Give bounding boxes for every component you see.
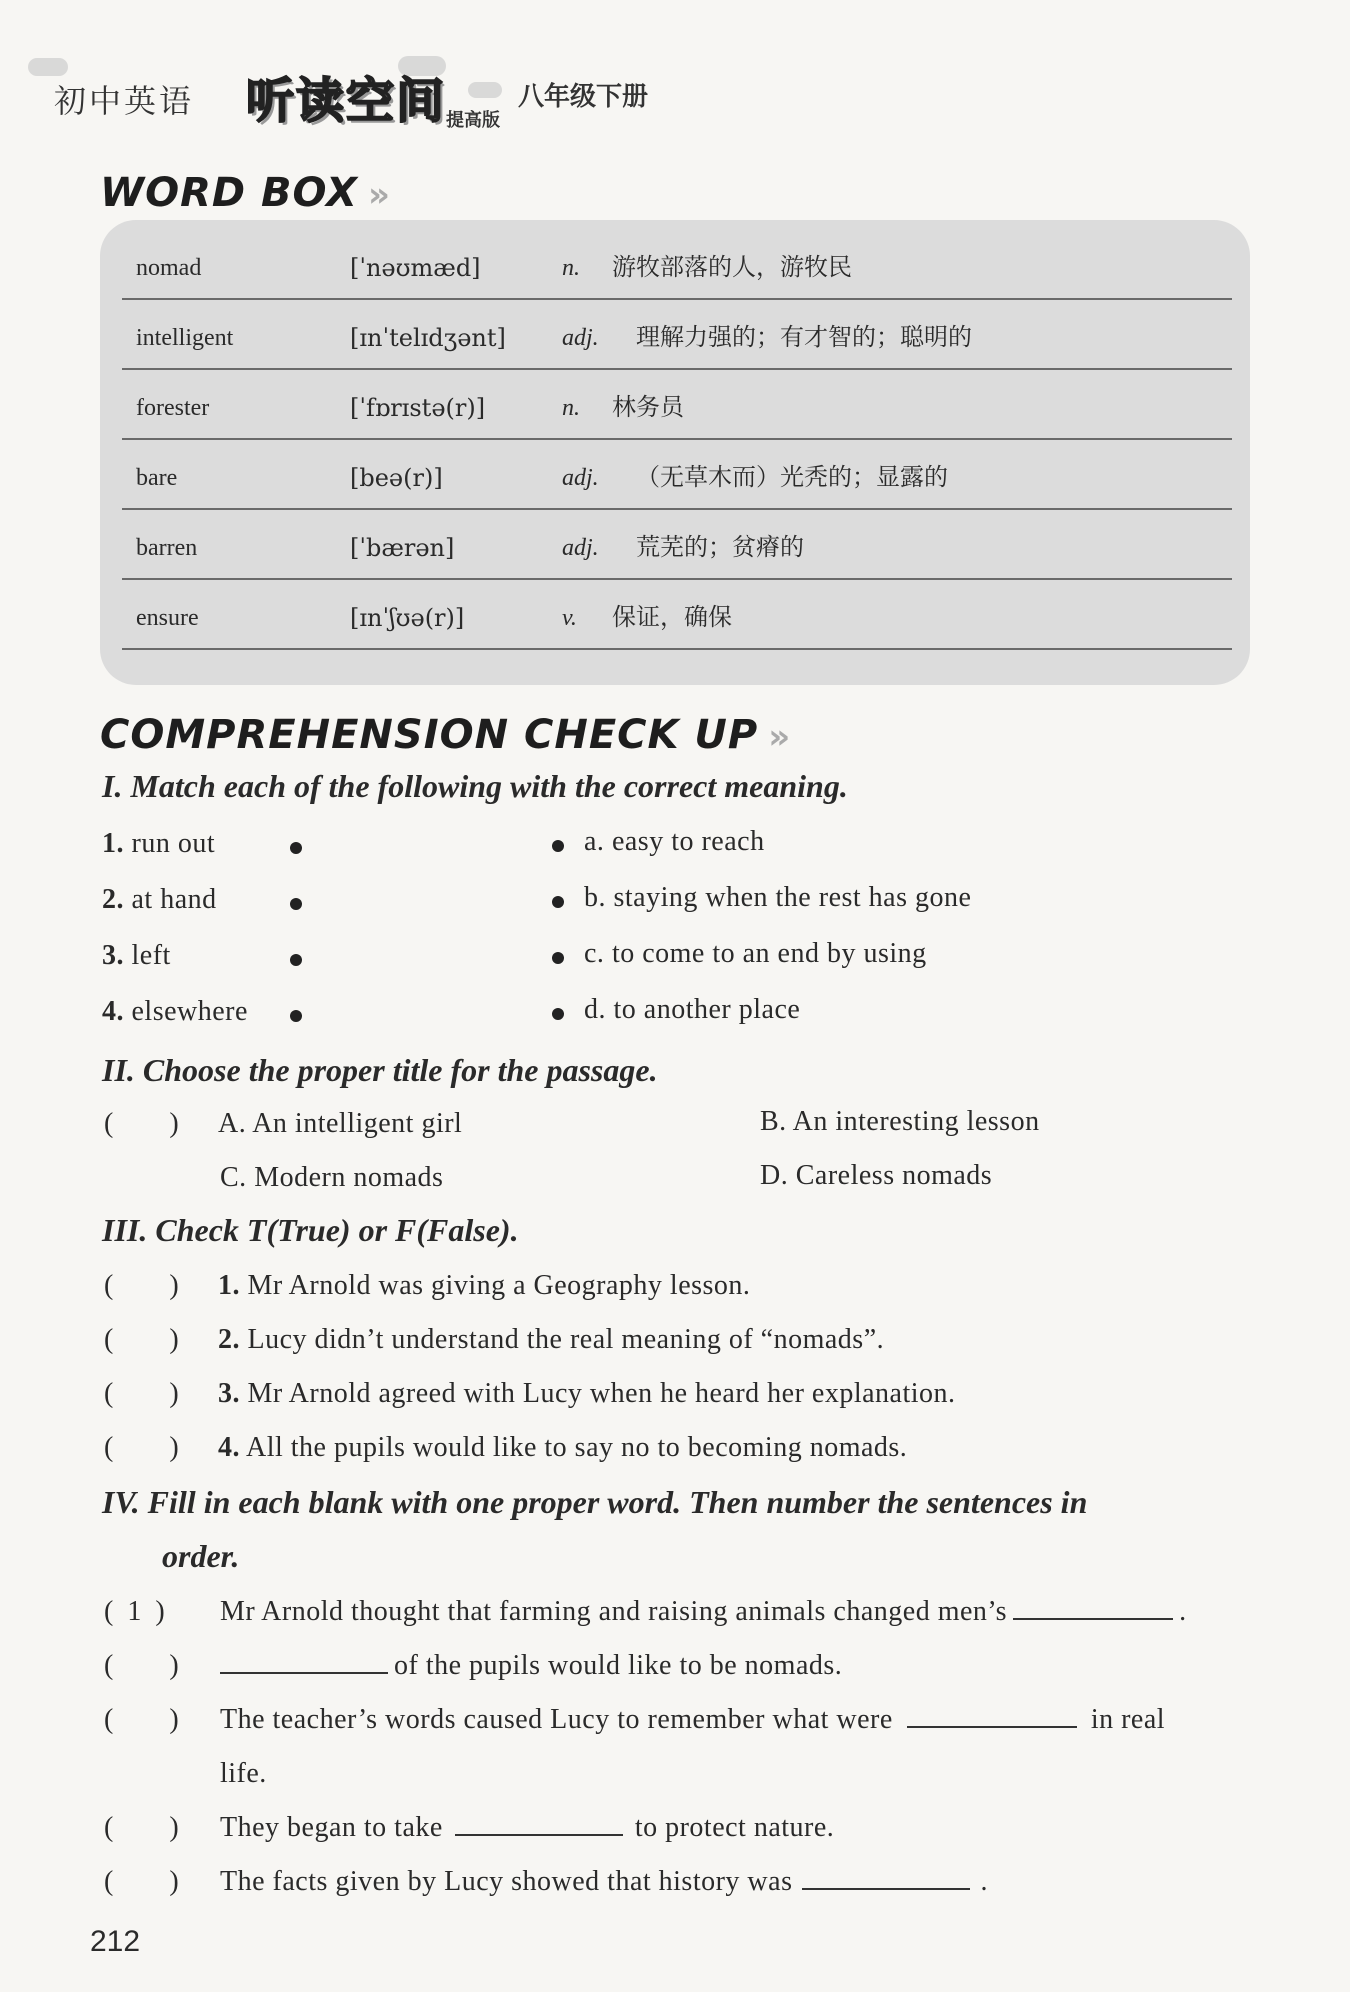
word-box (100, 220, 1250, 685)
word: ensure (136, 605, 199, 631)
match-dot-right[interactable] (552, 1008, 564, 1020)
phonetic: [ˈbærən] (350, 534, 455, 562)
phonetic: [ˈfɒrɪstə(r)] (350, 394, 486, 422)
answer-blank[interactable]: ( ) (104, 1432, 179, 1463)
double-chevron-icon: » (768, 717, 792, 757)
definition: 理解力强的；有才智的；聪明的 (636, 323, 972, 351)
double-chevron-icon: » (367, 175, 391, 215)
fill-blank[interactable] (1013, 1596, 1173, 1620)
series-title: 初中英语 (54, 82, 195, 120)
part1-instruction: I. Match each of the following with the correct meaning. (102, 768, 848, 804)
part2-instruction: II. Choose the proper title for the passage. (102, 1052, 658, 1088)
word-entry (122, 510, 1232, 580)
order-number-blank[interactable]: ( ) (104, 1812, 179, 1843)
match-dot-right[interactable] (552, 840, 564, 852)
cloud-decoration (468, 82, 502, 98)
word-entry (122, 440, 1232, 510)
word-entry (122, 300, 1232, 370)
order-number-blank[interactable]: ( ) (104, 1704, 179, 1735)
part4-instruction-cont: order. (162, 1538, 240, 1574)
word: bare (136, 465, 178, 491)
answer-blank[interactable]: ( ) (104, 1270, 179, 1301)
match-dot-right[interactable] (552, 952, 564, 964)
option-b: B. An interesting lesson (760, 1106, 1040, 1137)
option-c: C. Modern nomads (220, 1162, 444, 1193)
fill-sentence: The facts given by Lucy showed that history was . (220, 1866, 988, 1897)
fill-sentence: They began to take to protect nature. (220, 1812, 835, 1843)
part4-instruction: IV. Fill in each blank with one proper word. Then number the sentences in (102, 1484, 1088, 1520)
order-number-blank[interactable]: ( ) (104, 1866, 179, 1897)
part-of-speech: adj. (562, 535, 599, 561)
match-dot-left[interactable] (290, 898, 302, 910)
fill-sentence: The teacher’s words caused Lucy to remember what were in real (220, 1704, 1166, 1735)
fill-sentence: of the pupils would like to be nomads. (220, 1650, 842, 1682)
match-right-item: c. to come to an end by using (584, 938, 927, 969)
word: barren (136, 535, 198, 561)
definition: 游牧部落的人，游牧民 (612, 253, 852, 281)
option-d: D. Careless nomads (760, 1160, 993, 1191)
definition: （无草木而）光秃的；显露的 (636, 463, 948, 491)
definition: 保证，确保 (612, 603, 732, 631)
phonetic: [ɪnˈʃʊə(r)] (350, 604, 465, 632)
fill-blank[interactable] (802, 1866, 970, 1890)
edition-label: 提高版 (446, 110, 500, 131)
fill-sentence-cont: life. (220, 1758, 267, 1789)
word: intelligent (136, 325, 234, 351)
brand-logo: 听读空间 (246, 73, 447, 129)
true-false-item: 4. All the pupils would like to say no to becoming nomads. (218, 1432, 908, 1463)
grade-label: 八年级下册 (518, 82, 649, 112)
cloud-decoration (28, 58, 68, 76)
match-right-item: a. easy to reach (584, 826, 765, 857)
fill-sentence: Mr Arnold thought that farming and raising animals changed men’s . (220, 1596, 1187, 1627)
part-of-speech: adj. (562, 325, 599, 351)
match-left-item: 3. left (102, 940, 171, 971)
fill-blank[interactable] (455, 1812, 623, 1836)
word-entry (122, 580, 1232, 650)
word-box-title: WORD BOX (100, 170, 358, 216)
fill-blank[interactable] (220, 1650, 388, 1674)
match-left-item: 2. at hand (102, 884, 217, 915)
answer-blank[interactable]: ( ) (104, 1378, 179, 1409)
order-number-blank[interactable]: ( 1 ) (104, 1596, 165, 1627)
match-dot-left[interactable] (290, 842, 302, 854)
order-number-blank[interactable]: ( ) (104, 1650, 179, 1681)
definition: 林务员 (612, 393, 684, 421)
match-right-item: b. staying when the rest has gone (584, 882, 972, 913)
word: forester (136, 395, 210, 421)
match-right-item: d. to another place (584, 994, 801, 1025)
word-entry (122, 230, 1232, 300)
part-of-speech: n. (562, 395, 580, 421)
true-false-item: 3. Mr Arnold agreed with Lucy when he heard her explanation. (218, 1378, 956, 1409)
page-header (28, 48, 788, 140)
phonetic: [ɪnˈtelɪdʒənt] (350, 324, 506, 352)
match-dot-left[interactable] (290, 1010, 302, 1022)
order-number: 1 (127, 1596, 142, 1627)
phonetic: [beə(r)] (350, 464, 443, 492)
definition: 荒芜的；贫瘠的 (636, 533, 804, 561)
page-number: 212 (90, 1925, 141, 1958)
word-entry (122, 370, 1232, 440)
answer-blank[interactable]: ( ) (104, 1324, 179, 1355)
part-of-speech: adj. (562, 465, 599, 491)
comprehension-heading (100, 712, 791, 758)
part3-instruction: III. Check T(True) or F(False). (102, 1212, 519, 1248)
comprehension-title: COMPREHENSION CHECK UP (100, 712, 759, 758)
true-false-item: 2. Lucy didn’t understand the real meaning of “nomads”. (218, 1324, 885, 1355)
match-left-item: 4. elsewhere (102, 996, 248, 1027)
match-dot-left[interactable] (290, 954, 302, 966)
part-of-speech: n. (562, 255, 580, 281)
part-of-speech: v. (562, 605, 577, 631)
fill-blank[interactable] (907, 1704, 1077, 1728)
word: nomad (136, 255, 202, 281)
phonetic: [ˈnəʊmæd] (350, 254, 481, 282)
true-false-item: 1. Mr Arnold was giving a Geography lesson. (218, 1270, 751, 1301)
answer-blank[interactable]: ( ) (104, 1108, 179, 1139)
match-dot-right[interactable] (552, 896, 564, 908)
word-box-heading (100, 170, 391, 216)
match-left-item: 1. run out (102, 828, 216, 859)
option-a: A. An intelligent girl (218, 1108, 463, 1139)
